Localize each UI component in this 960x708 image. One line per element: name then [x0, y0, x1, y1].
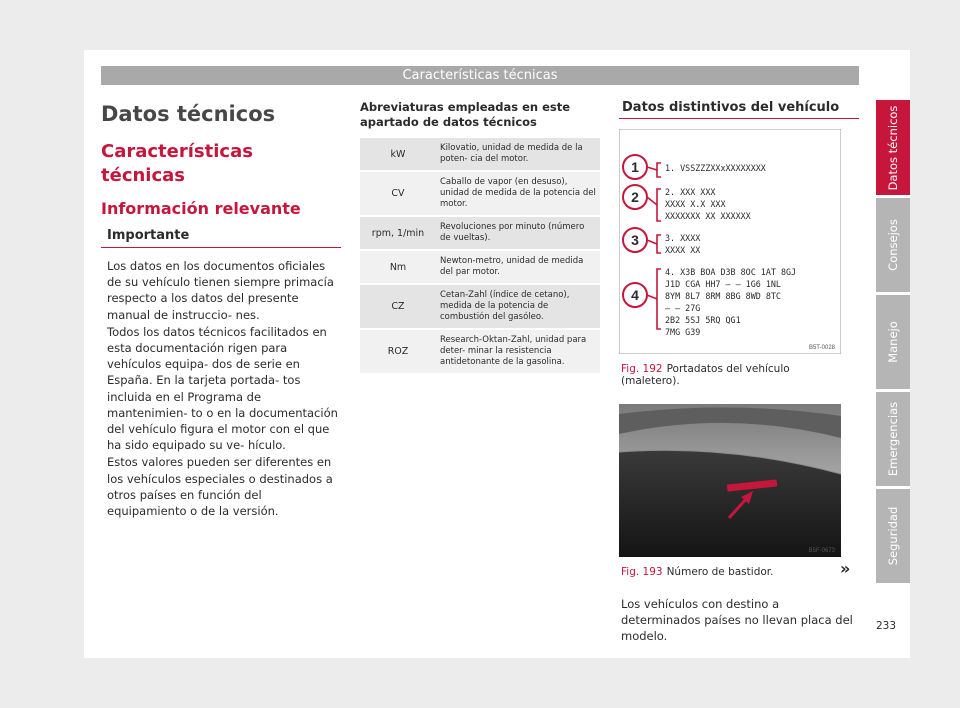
- data-plate-illustration: [619, 129, 841, 354]
- tab-label: Manejo: [886, 321, 900, 363]
- abbr-desc: Revoluciones por minuto (número de vueltas).: [436, 216, 600, 250]
- figure-caption: [619, 363, 841, 387]
- plate-line: J1D CGA HH7 — — 1G6 1NL: [665, 279, 781, 289]
- table-row: [360, 216, 600, 250]
- figure-193: [619, 404, 841, 578]
- running-header: Características técnicas: [101, 66, 859, 85]
- plate-line: 2B2 5SJ 5RQ QG1: [665, 315, 741, 325]
- abbreviations-column: [360, 100, 600, 375]
- table-row: [360, 250, 600, 284]
- tab-label: Consejos: [886, 219, 900, 271]
- abbr-key: kW: [360, 138, 436, 171]
- abbr-desc: Research-Oktan-Zahl, unidad para deter- minar la resistencia antidetonante de la gasolina.: [436, 329, 600, 374]
- figure-number: Fig. 192: [621, 363, 663, 375]
- abbreviations-table: [360, 138, 600, 375]
- abbr-desc: Caballo de vapor (en desuso), unidad de medida de la potencia del motor.: [436, 171, 600, 216]
- table-row: [360, 284, 600, 329]
- tab-datos-tecnicos[interactable]: [876, 100, 910, 195]
- table-row: [360, 171, 600, 216]
- abbr-desc: Newton-metro, unidad de medida del par motor.: [436, 250, 600, 284]
- vehicle-data-column: [619, 100, 859, 644]
- plate-line: 2. XXX XXX: [665, 187, 716, 197]
- table-row: [360, 329, 600, 374]
- figure-code: B5F-0673: [808, 548, 835, 554]
- abbr-key: CV: [360, 171, 436, 216]
- tab-seguridad[interactable]: [876, 489, 910, 583]
- windscreen-illustration: [619, 404, 841, 557]
- callout-4: 4: [631, 287, 639, 303]
- abbr-desc: Cetan-Zahl (índice de cetano), medida de la potencia de combustión del gasóleo.: [436, 284, 600, 329]
- paragraph: Los datos en los documentos oficiales de su vehículo tienen siempre primacía respecto a los datos del presente manual de instruccio- nes.: [107, 259, 334, 322]
- figure-caption-text: Portadatos del vehículo (maletero).: [621, 363, 790, 387]
- plate-line: — — 27G: [665, 303, 701, 313]
- callout-2: 2: [631, 189, 639, 205]
- figure-192: [619, 129, 841, 387]
- plate-line: XXXX XX: [665, 245, 701, 255]
- plate-line: XXXXXXX XX XXXXXX: [665, 211, 751, 221]
- section-title: Características técnicas: [101, 141, 253, 186]
- table-row: [360, 138, 600, 171]
- plate-line: 1. VSSZZZXXxXXXXXXXX: [665, 163, 766, 173]
- paragraph: Estos valores pueden ser diferentes en los vehículos especiales o destinados a otros países en función del equipamiento o de la versión.: [107, 455, 333, 519]
- figure-caption-text: Número de bastidor.: [666, 566, 774, 578]
- plate-line: XXXX X.X XXX: [665, 199, 726, 209]
- abbr-key: rpm, 1/min: [360, 216, 436, 250]
- callout-3: 3: [631, 232, 639, 248]
- tab-manejo[interactable]: [876, 295, 910, 389]
- plate-line: 8YM 8L7 8RM 8BG 8WD 8TC: [665, 291, 781, 301]
- continue-arrow-icon: »: [840, 559, 851, 578]
- chapter-title: Datos técnicos: [101, 102, 276, 126]
- tab-label: Emergencias: [886, 401, 900, 477]
- plate-line: 3. XXXX: [665, 233, 701, 243]
- subsection-title: Información relevante: [101, 199, 301, 218]
- paragraph: Los vehículos con destino a determinados países no llevan placa del modelo.: [621, 597, 853, 643]
- abbr-key: CZ: [360, 284, 436, 329]
- abbreviations-heading: Abreviaturas empleadas en este apartado de datos técnicos: [360, 100, 571, 129]
- plate-line: 7MG G39: [665, 327, 701, 337]
- intro-column: [101, 100, 341, 519]
- paragraph: Todos los datos técnicos facilitados en esta documentación rigen para vehículos equipa- dos de serie en España. En la tarjeta portada- tos incluida en el Programa de mantenimien- to o en la documentación del vehículo figura el motor con el que ha sido equipado su ve- hículo.: [107, 324, 338, 453]
- vehicle-data-heading: Datos distintivos del vehículo: [619, 100, 859, 119]
- important-heading: Importante: [101, 228, 341, 248]
- figure-code: B5T-0028: [808, 345, 835, 351]
- tab-label: Datos técnicos: [886, 105, 900, 190]
- abbr-key: ROZ: [360, 329, 436, 374]
- page-number: 233: [876, 620, 897, 632]
- abbr-desc: Kilovatio, unidad de medida de la poten- cia del motor.: [436, 138, 600, 171]
- figure-number: Fig. 193: [621, 566, 663, 578]
- tab-emergencias[interactable]: [876, 392, 910, 486]
- figure-caption: [619, 566, 841, 578]
- plate-line: 4. X3B BOA D3B 8OC 1AT 8GJ: [665, 267, 797, 277]
- tab-label: Seguridad: [886, 506, 900, 566]
- tab-consejos[interactable]: [876, 198, 910, 292]
- abbr-key: Nm: [360, 250, 436, 284]
- callout-1: 1: [631, 159, 639, 175]
